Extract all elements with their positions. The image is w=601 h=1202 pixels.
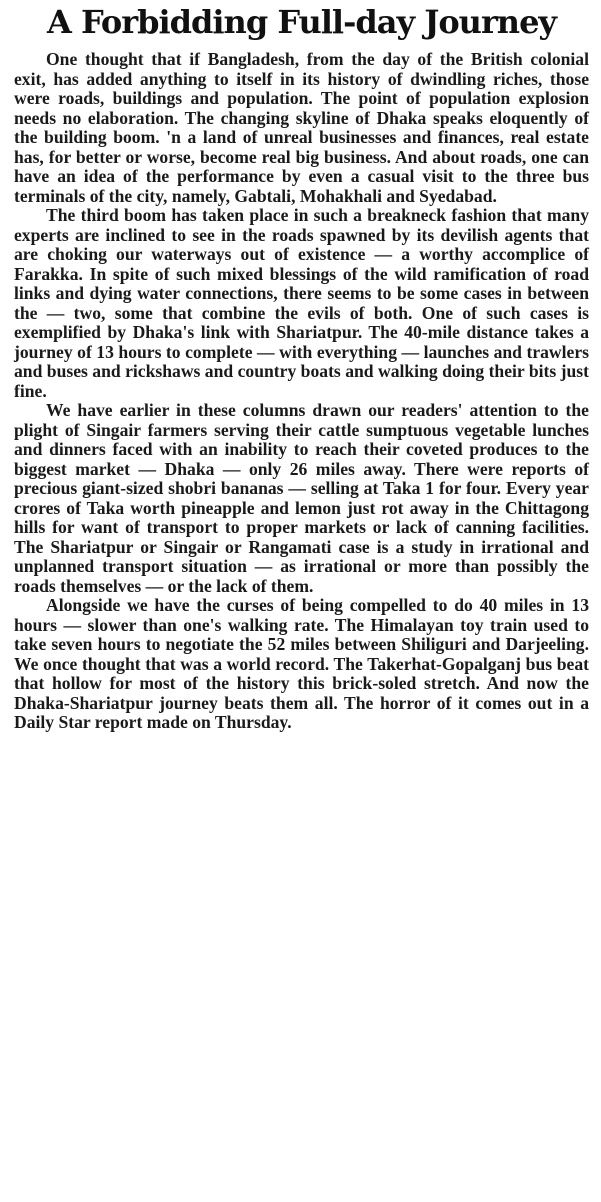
article-paragraph-2: The third boom has taken place in such a breakneck fashion that many experts are inclined to see in the roads spawned by its devilish agents that are choking our waterways out of existence — a worthy accomplice of Farakka. In spite of such mixed blessings of the wild ramification of road links and dying water connections, there seems to be some cases in between the — two, some that combine the evils of both. One of such cases is exemplified by Dhaka's link with Shariatpur. The 40-mile distance takes a journey of 13 hours to complete — with everything — launches and trawlers and buses and rickshaws and country boats and walking doing their bits just fine.	[14, 205, 589, 401]
article-paragraph-3: We have earlier in these columns drawn our readers' attention to the plight of Singair farmers serving their cattle sumptuous vegetable lunches and dinners faced with an inability to reach their coveted produces to the biggest market — Dhaka — only 26 miles away. There were reports of precious giant-sized shobri bananas — selling at Taka 1 for four. Every year crores of Taka worth pineapple and lemon just rot away in the Chittagong hills for want of transport to proper markets or lack of canning facilities. The Shariatpur or Singair or Rangamati case is a study in irrational and unplanned transport situation — as irrational or more than possibly the roads themselves — or the lack of them.	[14, 400, 589, 596]
article-headline: A Forbidding Full-day Journey	[46, 3, 557, 41]
article-body	[14, 50, 589, 733]
article-paragraph-1: One thought that if Bangladesh, from the day of the British colonial exit, has added anything to itself in its history of dwindling riches, those were roads, buildings and population. The point of population explosion needs no elaboration. The changing skyline of Dhaka speaks eloquently of the building boom. 'n a land of unreal businesses and finances, real estate has, for better or worse, become real big business. And about roads, one can have an idea of the performance by even a casual visit to the three bus terminals of the city, namely, Gabtali, Mohakhali and Syedabad.	[14, 49, 589, 206]
article-paragraph-4: Alongside we have the curses of being compelled to do 40 miles in 13 hours — slower than one's walking rate. The Himalayan toy train used to take seven hours to negotiate the 52 miles between Shiliguri and Darjeeling. We once thought that was a world record. The Takerhat-Gopalganj bus beat that hollow for most of the history this brick-soled stretch. And now the Dhaka-Shariatpur journey beats them all. The horror of it comes out in a Daily Star report made on Thursday.	[14, 595, 589, 732]
